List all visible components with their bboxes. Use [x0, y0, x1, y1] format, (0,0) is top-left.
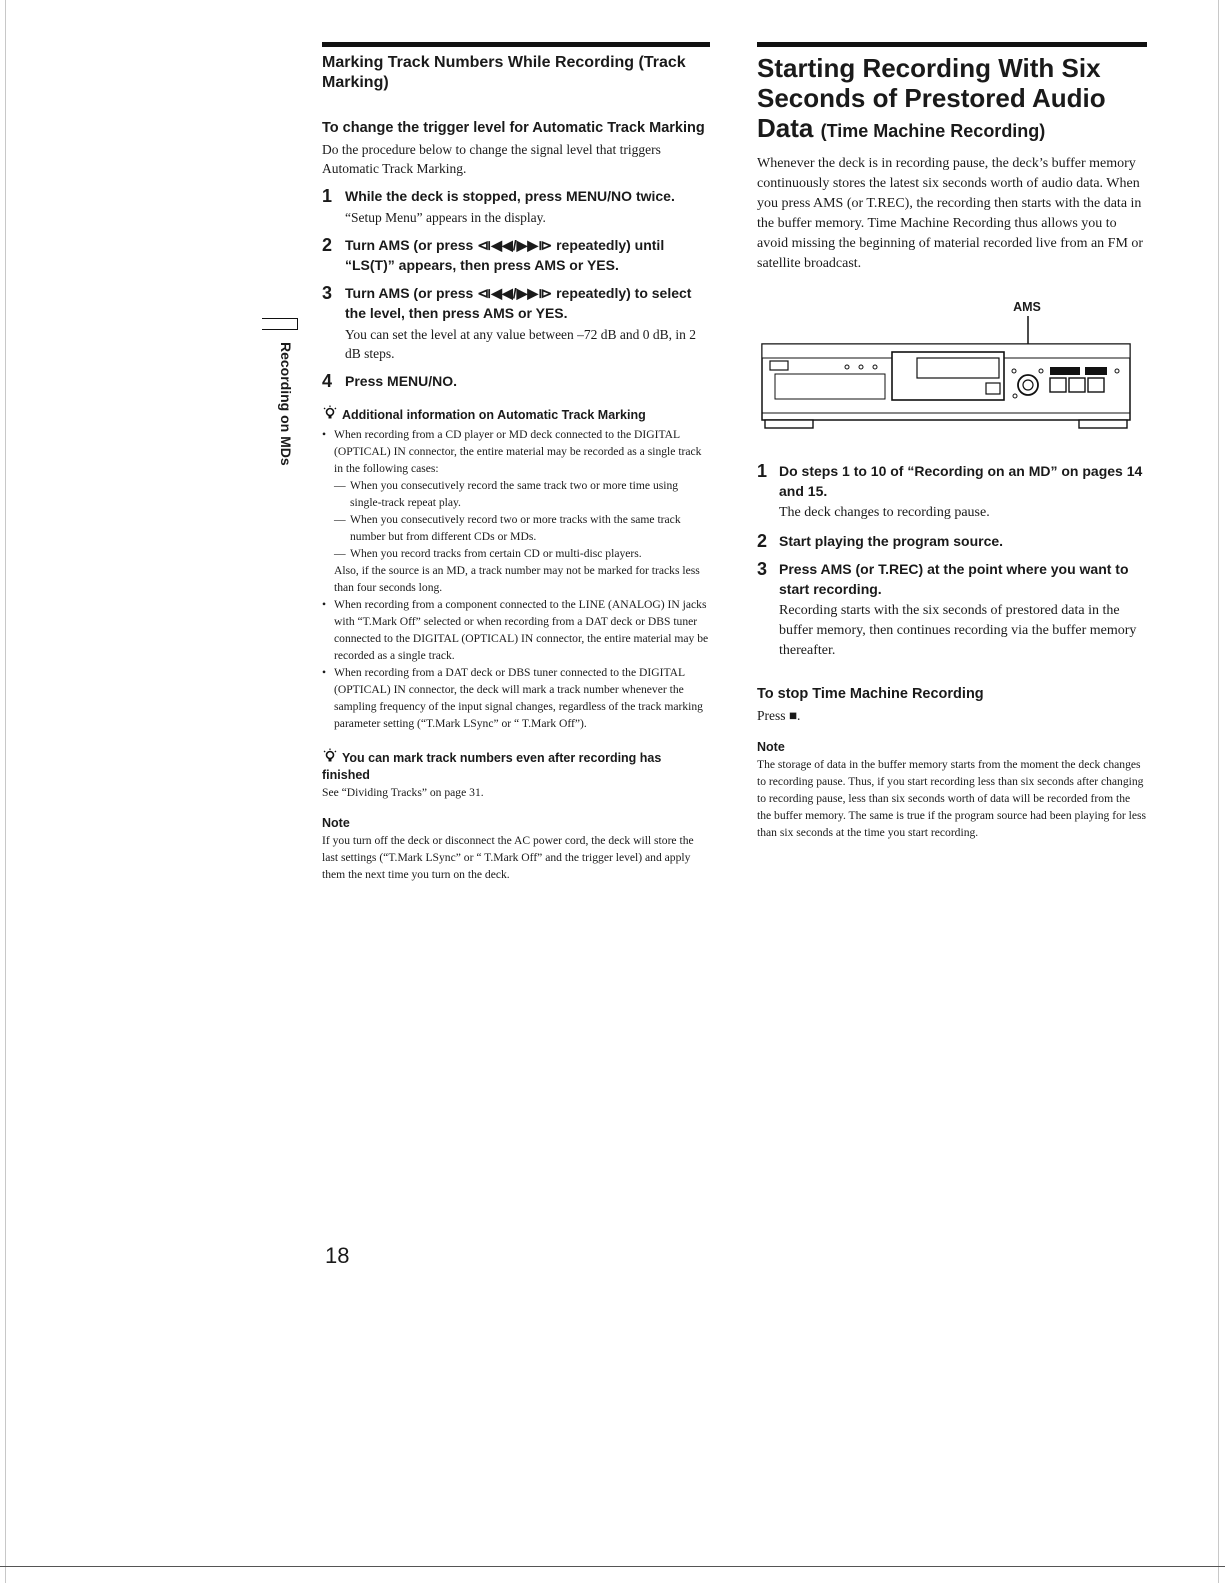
page-number: 18: [325, 1243, 350, 1268]
tip-dash-list: [334, 477, 710, 562]
page-edge-left: [5, 0, 6, 1583]
tip-bullet-text: Also, if the source is an MD, a track number may not be marked for tracks less than four seconds long.: [334, 564, 700, 594]
step-description: Recording starts with the six seconds of prestored data in the buffer memory, then continues recording via the buffer memory thereafter.: [779, 603, 1137, 658]
md-deck-drawing: [757, 314, 1147, 434]
intro-paragraph: Whenever the deck is in recording pause, the deck’s buffer memory continuously stores the latest six seconds worth of audio data. When you press AMS (or T.REC), the recording then starts with the data in the buffer memory. Time Machine Recording thus allows you to avoid missing the beginning of material recorded live from an FM or satellite broadcast.: [757, 156, 1144, 271]
section-rule: [757, 42, 1147, 47]
page-title: [757, 53, 1147, 146]
steps-list: [757, 461, 1147, 661]
side-tab: [262, 318, 298, 488]
tip-heading: [322, 405, 710, 424]
tip-bullet-text: When recording from a CD player or MD deck connected to the DIGITAL (OPTICAL) IN connector, the entire material may be recorded as a single track in the following cases:: [334, 428, 702, 475]
section-rule: [322, 42, 710, 47]
stop-instruction: Press ■.: [757, 708, 801, 723]
tip-dash-item: — When you consecutively record the same track two or more time using single-track repeat play.: [334, 477, 710, 511]
ams-callout-label: AMS: [1013, 300, 1041, 314]
step-title: Press MENU/NO.: [345, 373, 458, 389]
step-item: [757, 559, 1147, 661]
tip-heading-text: Additional information on Automatic Track Marking: [342, 408, 646, 422]
tip-heading-text: You can mark track numbers even after recording has finished: [322, 751, 662, 782]
step-description: “Setup Menu” appears in the display.: [345, 210, 546, 225]
step-number: 1: [757, 461, 768, 481]
step-item: [757, 531, 1147, 551]
side-tab-label: Recording on MDs: [278, 342, 294, 466]
step-number: 2: [322, 235, 333, 255]
step-number: 1: [322, 186, 333, 206]
subheading-trigger-level: To change the trigger level for Automatic Track Marking: [322, 120, 705, 136]
page-edge-right: [1218, 0, 1219, 1583]
subheading-stop: To stop Time Machine Recording: [757, 686, 984, 702]
tip-bullet: • When recording from a component connected to the LINE (ANALOG) IN jacks with “T.Mark Off” selected or when recording from a DAT deck or DBS tuner connected to the DIGITAL (OPTICAL) IN connector, the entire material may be recorded as a single track.: [322, 596, 710, 664]
note-text: The storage of data in the buffer memory starts from the moment the deck changes to recording pause. Thus, if you start recording less than six seconds after changing to recording pause, less than six seconds worth of data will be recorded from the the buffer memory. The same is true if the program source had been playing for less than six seconds at the time you start recording.: [757, 758, 1147, 839]
side-tab-marker: [262, 318, 298, 330]
step-number: 4: [322, 371, 333, 391]
deck-illustration: [757, 300, 1147, 439]
tip-dash-item: — When you consecutively record two or more tracks with the same track number but from different CDs or MDs.: [334, 511, 710, 545]
step-description: You can set the level at any value between –72 dB and 0 dB, in 2 dB steps.: [345, 327, 697, 361]
lightbulb-icon: [322, 405, 338, 421]
step-item: [322, 235, 710, 275]
page-edge-bottom: [0, 1566, 1225, 1567]
section-title: Marking Track Numbers While Recording (Track Marking): [322, 54, 686, 91]
step-title: While the deck is stopped, press MENU/NO twice.: [345, 188, 675, 204]
step-item: [322, 371, 710, 391]
tip-heading: [322, 748, 710, 784]
step-number: 3: [322, 283, 333, 303]
step-number: 3: [757, 559, 768, 579]
right-column: [757, 42, 1147, 841]
lightbulb-icon: [322, 748, 338, 764]
step-number: 2: [757, 531, 768, 551]
step-title: Do steps 1 to 10 of “Recording on an MD” on pages 14 and 15.: [779, 463, 1143, 499]
note-heading: Note: [322, 816, 350, 830]
step-item: [322, 283, 710, 363]
tip-dash-item: — When you record tracks from certain CD or multi-disc players.: [334, 545, 710, 562]
intro-paragraph: Do the procedure below to change the signal level that triggers Automatic Track Marking.: [322, 142, 661, 176]
step-description: The deck changes to recording pause.: [779, 505, 990, 520]
step-item: [322, 186, 710, 227]
tip-bullet-list: [322, 426, 710, 732]
note-heading: Note: [757, 740, 785, 754]
note-text: If you turn off the deck or disconnect the AC power cord, the deck will store the last settings (“T.Mark LSync” or “ T.Mark Off” and the trigger level) and apply them the next time you turn on the deck.: [322, 834, 694, 881]
page-title-main: Starting Recording With Six Seconds of Prestored Audio Data: [757, 53, 1106, 143]
left-column: [322, 42, 710, 883]
step-title: Turn AMS (or press ⧏◀◀/▶▶⧐ repeatedly) until “LS(T)” appears, then press AMS or YES.: [345, 237, 665, 273]
step-title: Start playing the program source.: [779, 533, 1004, 549]
step-item: [757, 461, 1147, 523]
tip-bullet: [322, 426, 710, 596]
page-title-subtitle: (Time Machine Recording): [820, 121, 1046, 141]
step-title: Turn AMS (or press ⧏◀◀/▶▶⧐ repeatedly) to select the level, then press AMS or YES.: [345, 285, 692, 321]
tip-bullet: • When recording from a DAT deck or DBS tuner connected to the DIGITAL (OPTICAL) IN connector, the deck will mark a track number whenever the sampling frequency of the input signal changes, regardless of the track marking parameter setting (“T.Mark LSync” or “ T.Mark Off”).: [322, 664, 710, 732]
tip-text: See “Dividing Tracks” on page 31.: [322, 786, 484, 799]
step-title: Press AMS (or T.REC) at the point where you want to start recording.: [779, 561, 1129, 597]
